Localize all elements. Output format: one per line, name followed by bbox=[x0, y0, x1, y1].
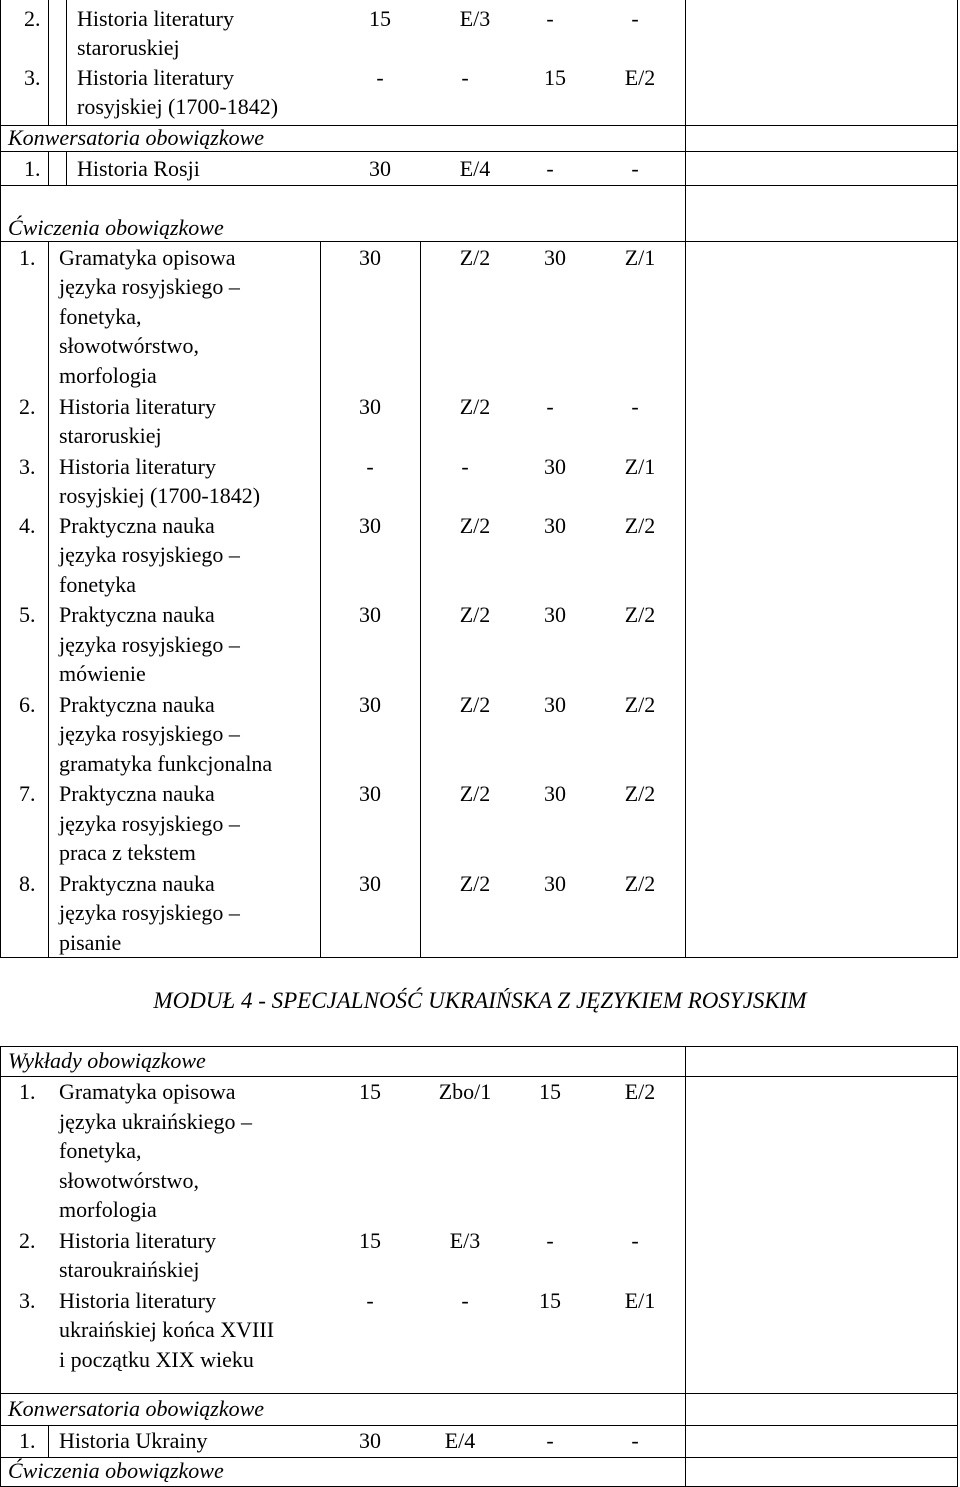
column-divider bbox=[48, 241, 49, 957]
form-sem1: E/3 bbox=[459, 6, 491, 31]
course-name: staroruskiej bbox=[77, 35, 180, 60]
hours-sem2: - bbox=[546, 1228, 554, 1253]
course-name: Praktyczna nauka bbox=[59, 602, 215, 627]
course-name: staroukraińskiej bbox=[59, 1257, 200, 1282]
course-name: Historia literatury bbox=[59, 454, 217, 479]
course-name: słowotwórstwo, bbox=[59, 333, 199, 358]
hours-sem2: - bbox=[546, 156, 554, 181]
column-divider bbox=[48, 151, 49, 185]
row-number: 3. bbox=[19, 1288, 36, 1313]
hours-sem1: 15 bbox=[359, 1228, 381, 1253]
course-name: Historia literatury bbox=[59, 394, 217, 419]
course-name: praca z tekstem bbox=[59, 840, 196, 865]
course-name: fonetyka, bbox=[59, 304, 142, 329]
course-name: pisanie bbox=[59, 930, 122, 955]
form-sem2: Z/1 bbox=[624, 245, 656, 270]
form-sem2: - bbox=[631, 156, 639, 181]
course-name: Historia literatury bbox=[59, 1228, 217, 1253]
course-name: języka rosyjskiego – bbox=[59, 721, 240, 746]
course-name: rosyjskiej (1700-1842) bbox=[59, 483, 261, 508]
course-name: języka ukraińskiego – bbox=[59, 1109, 253, 1134]
form-sem2: E/1 bbox=[624, 1288, 656, 1313]
form-sem2: Z/2 bbox=[624, 513, 656, 538]
form-sem2: - bbox=[631, 1228, 639, 1253]
hours-sem2: 15 bbox=[544, 65, 566, 90]
row-number: 2. bbox=[24, 6, 41, 31]
row-number: 1. bbox=[24, 156, 41, 181]
hours-sem1: 30 bbox=[359, 692, 381, 717]
hours-sem1: 30 bbox=[359, 245, 381, 270]
form-sem1: Z/2 bbox=[459, 394, 491, 419]
form-sem1: - bbox=[461, 65, 469, 90]
course-name: słowotwórstwo, bbox=[59, 1168, 199, 1193]
hours-sem1: 30 bbox=[359, 1428, 381, 1453]
hours-sem2: - bbox=[546, 1428, 554, 1453]
course-name: morfologia bbox=[59, 363, 157, 388]
column-divider bbox=[685, 1046, 686, 1487]
form-sem1: Z/2 bbox=[459, 871, 491, 896]
hours-sem1: 30 bbox=[359, 513, 381, 538]
course-name: Praktyczna nauka bbox=[59, 513, 215, 538]
form-sem2: Z/2 bbox=[624, 781, 656, 806]
column-divider bbox=[66, 151, 67, 185]
form-sem2: - bbox=[631, 6, 639, 31]
form-sem1: Z/2 bbox=[459, 692, 491, 717]
course-name: gramatyka funkcjonalna bbox=[59, 751, 273, 776]
course-name: i początku XIX wieku bbox=[59, 1347, 254, 1372]
hours-sem2: 15 bbox=[539, 1288, 561, 1313]
course-name: Historia literatury bbox=[77, 6, 235, 31]
course-name: Praktyczna nauka bbox=[59, 871, 215, 896]
hours-sem1: - bbox=[366, 454, 374, 479]
hours-sem1: 15 bbox=[369, 6, 391, 31]
row-number: 1. bbox=[19, 245, 36, 270]
section-label-konwersatoria: Konwersatoria obowiązkowe bbox=[8, 125, 265, 150]
row-divider bbox=[0, 957, 958, 958]
row-number: 4. bbox=[19, 513, 36, 538]
row-number: 3. bbox=[19, 454, 36, 479]
hours-sem2: 15 bbox=[539, 1079, 561, 1104]
hours-sem2: 30 bbox=[544, 513, 566, 538]
row-number: 8. bbox=[19, 871, 36, 896]
hours-sem2: 30 bbox=[544, 454, 566, 479]
row-number: 2. bbox=[19, 394, 36, 419]
course-name: języka rosyjskiego – bbox=[59, 274, 240, 299]
hours-sem1: 30 bbox=[369, 156, 391, 181]
column-divider bbox=[685, 0, 686, 957]
form-sem2: E/2 bbox=[624, 1079, 656, 1104]
hours-sem2: 30 bbox=[544, 781, 566, 806]
hours-sem2: 30 bbox=[544, 602, 566, 627]
form-sem1: E/3 bbox=[449, 1228, 481, 1253]
form-sem1: E/4 bbox=[459, 156, 491, 181]
form-sem1: Z/2 bbox=[459, 513, 491, 538]
column-divider bbox=[66, 0, 67, 125]
course-name: Historia Ukrainy bbox=[59, 1428, 208, 1453]
course-name: Historia literatury bbox=[59, 1288, 217, 1313]
hours-sem1: - bbox=[376, 65, 384, 90]
section-label-wyklady: Wykłady obowiązkowe bbox=[8, 1048, 206, 1073]
form-sem2: Z/2 bbox=[624, 871, 656, 896]
course-name: języka rosyjskiego – bbox=[59, 542, 240, 567]
row-divider bbox=[0, 185, 958, 186]
hours-sem1: 30 bbox=[359, 781, 381, 806]
section-label-cwiczenia: Ćwiczenia obowiązkowe bbox=[8, 215, 224, 240]
column-divider bbox=[320, 241, 321, 957]
course-name: języka rosyjskiego – bbox=[59, 900, 240, 925]
form-sem2: Z/2 bbox=[624, 692, 656, 717]
course-name: morfologia bbox=[59, 1197, 157, 1222]
table-border bbox=[957, 0, 958, 957]
course-name: Praktyczna nauka bbox=[59, 781, 215, 806]
section-label-konwersatoria: Konwersatoria obowiązkowe bbox=[8, 1396, 265, 1421]
hours-sem1: 30 bbox=[359, 602, 381, 627]
course-name: rosyjskiej (1700-1842) bbox=[77, 94, 279, 119]
table-border bbox=[0, 1046, 1, 1487]
form-sem2: Z/1 bbox=[624, 454, 656, 479]
table-border bbox=[0, 0, 1, 957]
row-number: 3. bbox=[24, 65, 41, 90]
form-sem2: - bbox=[631, 394, 639, 419]
course-name: staroruskiej bbox=[59, 423, 162, 448]
row-number: 1. bbox=[19, 1428, 36, 1453]
row-number: 2. bbox=[19, 1228, 36, 1253]
row-number: 7. bbox=[19, 781, 36, 806]
course-name: fonetyka bbox=[59, 572, 136, 597]
hours-sem2: 30 bbox=[544, 692, 566, 717]
hours-sem1: 30 bbox=[359, 394, 381, 419]
course-name: języka rosyjskiego – bbox=[59, 632, 240, 657]
course-name: Historia Rosji bbox=[77, 156, 200, 181]
course-name: fonetyka, bbox=[59, 1138, 142, 1163]
module-title: MODUŁ 4 - SPECJALNOŚĆ UKRAIŃSKA Z JĘZYKIEM ROSYJSKIM bbox=[153, 988, 807, 1013]
hours-sem2: - bbox=[546, 394, 554, 419]
column-divider bbox=[420, 241, 421, 957]
form-sem2: - bbox=[631, 1428, 639, 1453]
form-sem1: - bbox=[461, 454, 469, 479]
row-number: 6. bbox=[19, 692, 36, 717]
course-name: ukraińskiej końca XVIII bbox=[59, 1317, 275, 1342]
course-name: mówienie bbox=[59, 661, 146, 686]
form-sem1: Zbo/1 bbox=[438, 1079, 492, 1104]
table-border bbox=[957, 1046, 958, 1487]
hours-sem1: - bbox=[366, 1288, 374, 1313]
course-name: języka rosyjskiego – bbox=[59, 811, 240, 836]
form-sem2: E/2 bbox=[624, 65, 656, 90]
form-sem1: Z/2 bbox=[459, 602, 491, 627]
form-sem1: Z/2 bbox=[459, 245, 491, 270]
course-name: Historia literatury bbox=[77, 65, 235, 90]
hours-sem2: 30 bbox=[544, 245, 566, 270]
form-sem1: Z/2 bbox=[459, 781, 491, 806]
section-label-cwiczenia: Ćwiczenia obowiązkowe bbox=[8, 1458, 224, 1483]
form-sem1: - bbox=[461, 1288, 469, 1313]
row-number: 1. bbox=[19, 1079, 36, 1104]
course-name: Gramatyka opisowa bbox=[59, 245, 236, 270]
row-number: 5. bbox=[19, 602, 36, 627]
course-name: Praktyczna nauka bbox=[59, 692, 215, 717]
course-name: Gramatyka opisowa bbox=[59, 1079, 236, 1104]
column-divider bbox=[48, 0, 49, 125]
hours-sem1: 30 bbox=[359, 871, 381, 896]
form-sem2: Z/2 bbox=[624, 602, 656, 627]
hours-sem1: 15 bbox=[359, 1079, 381, 1104]
form-sem1: E/4 bbox=[444, 1428, 476, 1453]
hours-sem2: - bbox=[546, 6, 554, 31]
column-divider bbox=[48, 1425, 49, 1457]
hours-sem2: 30 bbox=[544, 871, 566, 896]
